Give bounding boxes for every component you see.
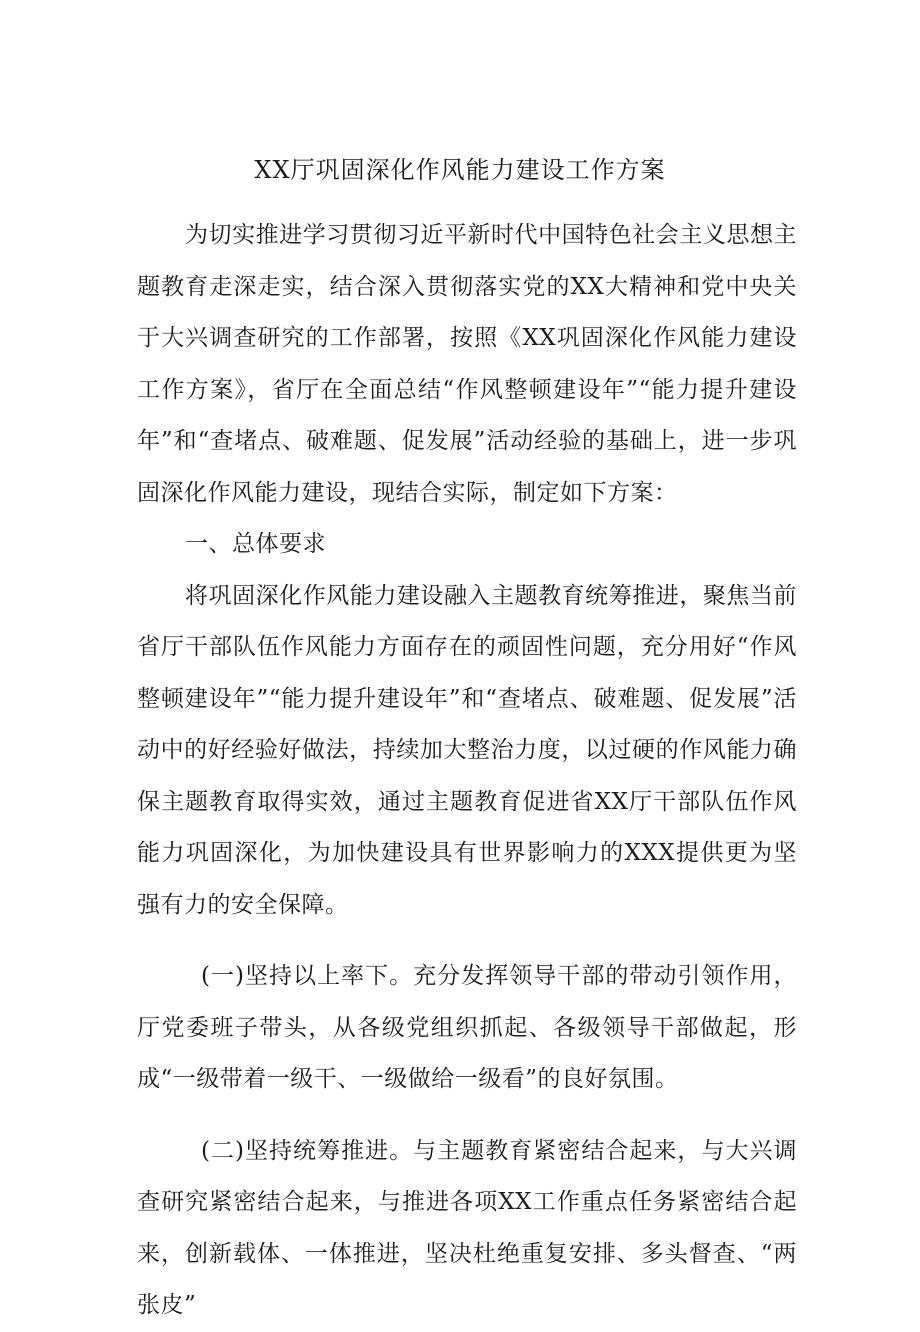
section-heading-general-requirements: 一、总体要求 bbox=[185, 531, 326, 557]
principle-item-1: (一)坚持以上率下。充分发挥领导干部的带动引领作用，厅党委班子带头，从各级党组织抓起、各级领导干部做起，形成“一级带着一级干、一级做给一级看”的良好氛围。 bbox=[137, 963, 797, 1092]
principle-item-2: (二)坚持统筹推进。与主题教育紧密结合起来，与大兴调查研究紧密结合起来，与推进各项XX工作重点任务紧密结合起来，创新载体、一体推进，坚决杜绝重复安排、多头督查、“两张皮” bbox=[137, 1137, 797, 1318]
document-title: XX厅巩固深化作风能力建设工作方案 bbox=[254, 156, 666, 184]
document-body bbox=[137, 210, 797, 1332]
intro-paragraph: 为切实推进学习贯彻习近平新时代中国特色社会主义思想主题教育走深走实，结合深入贯彻落实党的XX大精神和党中央关于大兴调查研究的工作部署，按照《XX巩固深化作风能力建设工作方案》，省厅在全面总结“作风整顿建设年”“能力提升建设年”和“查堵点、破难题、促发展”活动经验的基础上，进一步巩固深化作风能力建设，现结合实际，制定如下方案： bbox=[137, 222, 797, 506]
general-requirements-paragraph: 将巩固深化作风能力建设融入主题教育统筹推进，聚焦当前省厅干部队伍作风能力方面存在的顽固性问题，充分用好“作风整顿建设年”“能力提升建设年”和“查堵点、破难题、促发展”活动中的好经验好做法，持续加大整治力度，以过硬的作风能力确保主题教育取得实效，通过主题教育促进省XX厅干部队伍作风能力巩固深化，为加快建设具有世界影响力的XXX提供更为坚强有力的安全保障。 bbox=[137, 582, 797, 918]
